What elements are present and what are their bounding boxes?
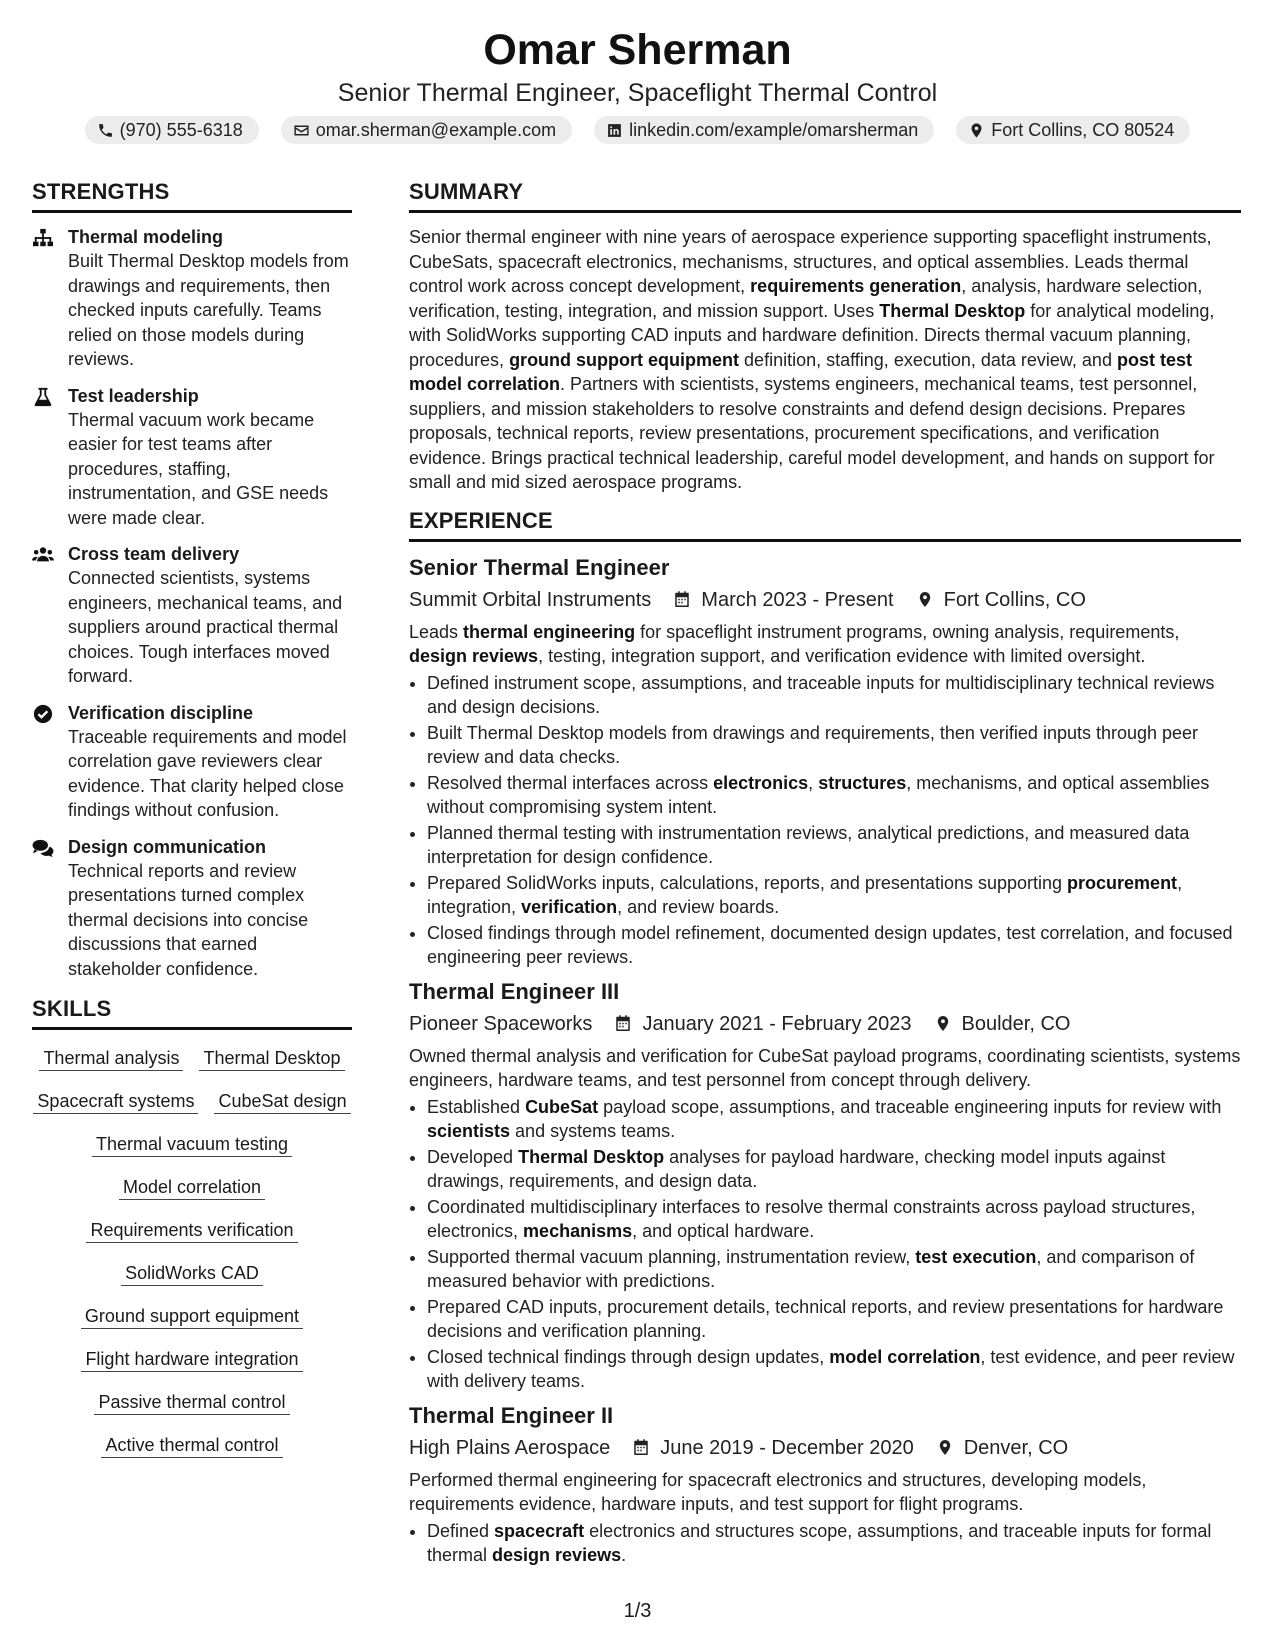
strength-text: Technical reports and review presentations turned complex thermal decisions into concise discussions that earned stakeholder confidence.: [68, 860, 309, 979]
map-pin-icon: [936, 1438, 954, 1457]
strength-title: Design communication: [68, 836, 267, 857]
skill-tag: Active thermal control: [101, 1433, 282, 1458]
linkedin-contact[interactable]: [594, 116, 934, 144]
bullet-item: • Closed technical findings through design updates, model correlation, test evidence, and peer review with delivery teams.: [427, 1345, 1241, 1394]
bullet-item: • Prepared SolidWorks inputs, calculations, reports, and presentations supporting procurement, integration, verification, and review boards.: [427, 871, 1241, 920]
strength-text: Thermal vacuum work became easier for test teams after procedures, staffing, instrumentation, and GSE needs were made clear.: [68, 409, 329, 528]
bullet-item: • Supported thermal vacuum planning, instrumentation review, test execution, and comparison of measured behavior with predictions.: [427, 1245, 1241, 1294]
skill-tag: Flight hardware integration: [81, 1347, 302, 1372]
page-number: 1/3: [623, 1600, 652, 1622]
email-text: omar.sherman@example.com: [315, 120, 557, 140]
strength-item: [32, 701, 352, 823]
location-contact: [956, 116, 1190, 144]
job-dates: March 2023 - Present: [701, 588, 894, 611]
strength-title: Thermal modeling: [68, 227, 224, 247]
comments-icon: [32, 838, 54, 858]
skill-tag: CubeSat design: [214, 1089, 350, 1114]
job-dates: June 2019 - December 2020: [660, 1436, 914, 1459]
right-column: [409, 178, 1241, 1576]
candidate-title: Senior Thermal Engineer, Spaceflight Thermal Control: [337, 79, 938, 107]
job-entry: [409, 554, 1241, 970]
strengths-list: [32, 225, 352, 981]
skill-tag: Ground support equipment: [81, 1304, 303, 1329]
job-bullets: [409, 1519, 1241, 1568]
check-circle-icon: [32, 704, 54, 724]
job-title: Thermal Engineer III: [409, 978, 620, 1004]
contact-bar: [0, 116, 1275, 144]
users-icon: [32, 545, 54, 565]
map-pin-icon: [968, 122, 985, 139]
job-company: Pioneer Spaceworks: [409, 1012, 593, 1035]
phone-contact[interactable]: [85, 116, 259, 144]
candidate-name: Omar Sherman: [483, 26, 792, 74]
strengths-heading: STRENGTHS: [32, 178, 352, 213]
bullet-item: • Established CubeSat payload scope, assumptions, and traceable engineering inputs for review with scientists and systems teams.: [427, 1095, 1241, 1144]
skill-tag: Thermal analysis: [39, 1046, 183, 1071]
skill-tag: Passive thermal control: [94, 1390, 289, 1415]
job-bullets: [409, 1095, 1241, 1394]
job-intro: Leads thermal engineering for spaceflight instrument programs, owning analysis, requirements, design reviews, testing, integration support, and verification evidence with limited oversight.: [409, 621, 1180, 666]
bullet-item: • Resolved thermal interfaces across electronics, structures, mechanisms, and optical assemblies without compromising system intent.: [427, 771, 1241, 820]
summary-heading: SUMMARY: [409, 178, 1241, 213]
phone-text: (970) 555-6318: [119, 120, 243, 140]
skills-list: [32, 1046, 352, 1458]
skill-tag: Spacecraft systems: [33, 1089, 198, 1114]
bullet-item: • Developed Thermal Desktop analyses for payload hardware, checking model inputs against drawings, requirements, and design data.: [427, 1145, 1241, 1194]
skill-tag: Requirements verification: [86, 1218, 297, 1243]
email-contact[interactable]: [281, 116, 572, 144]
left-column: [32, 178, 352, 1458]
job-title: Senior Thermal Engineer: [409, 554, 670, 580]
phone-icon: [97, 122, 114, 139]
resume-header: [0, 0, 1275, 144]
envelope-icon: [293, 122, 310, 139]
job-company: High Plains Aerospace: [409, 1436, 611, 1459]
strength-text: Traceable requirements and model correlation gave reviewers clear evidence. That clarity helped close findings without confusion.: [68, 726, 347, 820]
job-location: Fort Collins, CO: [943, 588, 1086, 611]
job-meta: [409, 1434, 1241, 1462]
job-title: Thermal Engineer II: [409, 1402, 614, 1428]
bullet-item: • Defined instrument scope, assumptions, and traceable inputs for multidisciplinary technical reviews and design decisions.: [427, 671, 1241, 720]
summary-text: Senior thermal engineer with nine years of aerospace experience supporting spaceflight instruments, CubeSats, spacecraft electronics, mechanisms, structures, and optical assemblies. Leads thermal control work across concept development, requirements generation, analysis, hardware selection, verification, testing, integration, and mission support. Uses Thermal Desktop for analytical modeling, with SolidWorks supporting CAD inputs and hardware definition. Directs thermal vacuum planning, procedures, ground support equipment definition, staffing, execution, data review, and post test model correlation. Partners with scientists, systems engineers, mechanical teams, test personnel, suppliers, and mission stakeholders to resolve constraints and defend design decisions. Prepares proposals, technical reports, review presentations, procurement specifications, and verification evidence. Brings practical technical leadership, careful model development, and hands on support for small and mid sized aerospace programs.: [409, 227, 1215, 492]
strength-item: [32, 835, 352, 982]
strength-title: Verification discipline: [68, 702, 254, 723]
strength-text: Built Thermal Desktop models from drawings and requirements, then checked inputs carefully. Teams relied on those models during reviews.: [68, 251, 349, 369]
bullet-item: • Planned thermal testing with instrumentation reviews, analytical predictions, and measured data interpretation for design confidence.: [427, 821, 1241, 870]
strength-title: Test leadership: [68, 385, 199, 406]
calendar-icon: [673, 590, 691, 609]
linkedin-text: linkedin.com/example/omarsherman: [629, 120, 919, 140]
job-entry: [409, 978, 1241, 1394]
strength-text: Connected scientists, systems engineers, mechanical teams, and suppliers around practical thermal choices. Tough interfaces moved forward.: [68, 568, 343, 686]
job-bullets: [409, 671, 1241, 970]
bullet-item: • Defined spacecraft electronics and structures scope, assumptions, and traceable inputs for formal thermal design reviews.: [427, 1519, 1241, 1568]
job-meta: [409, 1010, 1241, 1038]
bullet-item: • Closed findings through model refinement, documented design updates, test correlation, and focused engineering peer reviews.: [427, 921, 1241, 970]
location-text: Fort Collins, CO 80524: [991, 120, 1175, 140]
job-intro: Performed thermal engineering for spacecraft electronics and structures, developing models, requirements evidence, hardware inputs, and test support for flight programs.: [409, 1469, 1147, 1514]
bullet-item: • Coordinated multidisciplinary interfaces to resolve thermal constraints across payload structures, electronics, mechanisms, and optical hardware.: [427, 1195, 1241, 1244]
skill-tag: Thermal Desktop: [199, 1046, 344, 1071]
job-meta: [409, 586, 1241, 614]
bullet-item: • Built Thermal Desktop models from drawings and requirements, then verified inputs through peer review and data checks.: [427, 721, 1241, 770]
skill-tag: Model correlation: [119, 1175, 265, 1200]
map-pin-icon: [916, 590, 934, 609]
job-intro: Owned thermal analysis and verification for CubeSat payload programs, coordinating scientists, systems engineers, hardware teams, and test personnel from concept through delivery.: [409, 1045, 1241, 1090]
skills-heading: SKILLS: [32, 995, 352, 1030]
job-location: Denver, CO: [963, 1436, 1069, 1459]
bullet-item: • Prepared CAD inputs, procurement details, technical reports, and review presentations for hardware decisions and verification planning.: [427, 1295, 1241, 1344]
strength-item: [32, 225, 352, 372]
job-location: Boulder, CO: [961, 1012, 1071, 1035]
skill-tag: SolidWorks CAD: [121, 1261, 263, 1286]
calendar-icon: [632, 1438, 650, 1457]
linkedin-icon: [606, 122, 623, 139]
strength-item: [32, 542, 352, 689]
job-entry: [409, 1402, 1241, 1568]
sitemap-icon: [32, 228, 54, 248]
calendar-icon: [614, 1014, 632, 1033]
experience-heading: EXPERIENCE: [409, 507, 1241, 542]
flask-icon: [32, 387, 54, 407]
strength-item: [32, 384, 352, 531]
skill-tag: Thermal vacuum testing: [92, 1132, 292, 1157]
job-company: Summit Orbital Instruments: [409, 588, 652, 611]
job-dates: January 2021 - February 2023: [642, 1012, 912, 1035]
map-pin-icon: [934, 1014, 952, 1033]
strength-title: Cross team delivery: [68, 544, 240, 564]
